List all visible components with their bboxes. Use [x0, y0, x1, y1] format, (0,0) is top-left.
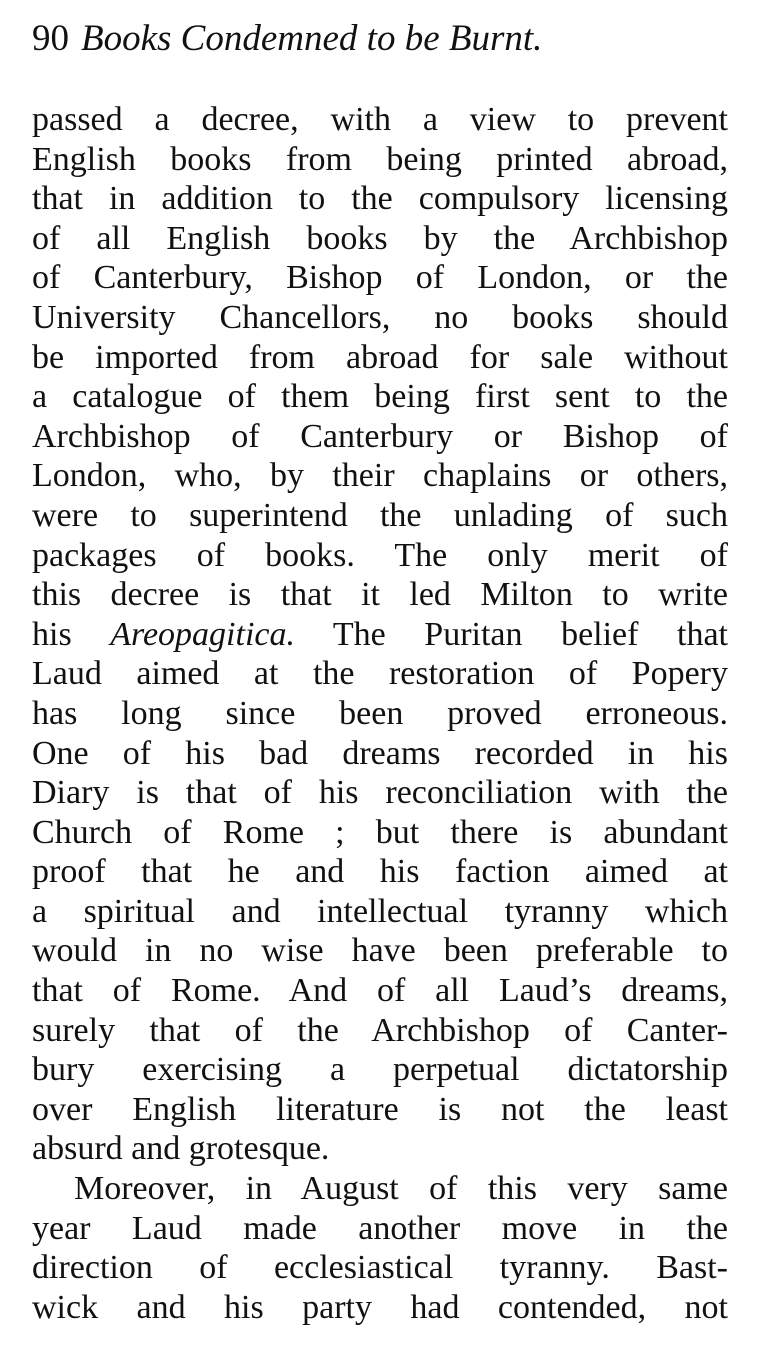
- text-line: proof that he and his faction aimed at: [32, 853, 728, 891]
- text-line: wick and his party had contended, not: [32, 1288, 728, 1326]
- text-line: absurd and grotesque.: [32, 1130, 330, 1168]
- running-title: Books Condemned to be Burnt.: [81, 18, 543, 59]
- text-line: would in no wise have been preferable to: [32, 932, 728, 970]
- text-line: be imported from abroad for sale without: [32, 338, 728, 376]
- page-number: 90: [32, 18, 69, 59]
- text-line: of all English books by the Archbishop: [32, 219, 728, 257]
- text-line: direction of ecclesiastical tyranny. Bast-: [32, 1249, 728, 1287]
- text-line: One of his bad dreams recorded in his: [32, 734, 728, 772]
- text-line: that of Rome. And of all Laud’s dreams,: [32, 972, 728, 1010]
- text-line: a spiritual and intellectual tyranny which: [32, 892, 728, 930]
- page-header: [32, 14, 542, 64]
- text-line: this decree is that it led Milton to write: [32, 576, 728, 614]
- text-line: [32, 615, 728, 655]
- text-line: packages of books. The only merit of: [32, 536, 728, 574]
- text-line: bury exercising a perpetual dictatorship: [32, 1051, 728, 1089]
- italic-title: Areopagitica.: [110, 615, 295, 653]
- text-segment: his: [32, 615, 111, 653]
- text-line: were to superintend the unlading of such: [32, 496, 728, 534]
- text-line: University Chancellors, no books should: [32, 298, 728, 336]
- text-line: a catalogue of them being first sent to the: [32, 378, 728, 416]
- text-line: Diary is that of his reconciliation with the: [32, 774, 728, 812]
- text-line: passed a decree, with a view to prevent: [32, 101, 728, 138]
- text-line: that in addition to the compulsory licensing: [32, 180, 728, 218]
- text-line: year Laud made another move in the: [32, 1209, 728, 1247]
- text-line: surely that of the Archbishop of Canter-: [32, 1011, 728, 1049]
- text-line: Church of Rome ; but there is abundant: [32, 813, 728, 851]
- text-line: of Canterbury, Bishop of London, or the: [32, 259, 728, 297]
- body-text: [32, 100, 728, 1327]
- text-line: over English literature is not the least: [32, 1090, 728, 1128]
- text-segment: The Puritan belief that: [294, 615, 728, 653]
- text-line: has long since been proved erroneous.: [32, 694, 728, 732]
- text-line: Laud aimed at the restoration of Popery: [32, 655, 728, 693]
- text-line: Moreover, in August of this very same: [74, 1170, 728, 1208]
- text-line: Archbishop of Canterbury or Bishop of: [32, 417, 728, 455]
- text-line: English books from being printed abroad,: [32, 140, 728, 178]
- text-line: London, who, by their chaplains or others,: [32, 457, 728, 495]
